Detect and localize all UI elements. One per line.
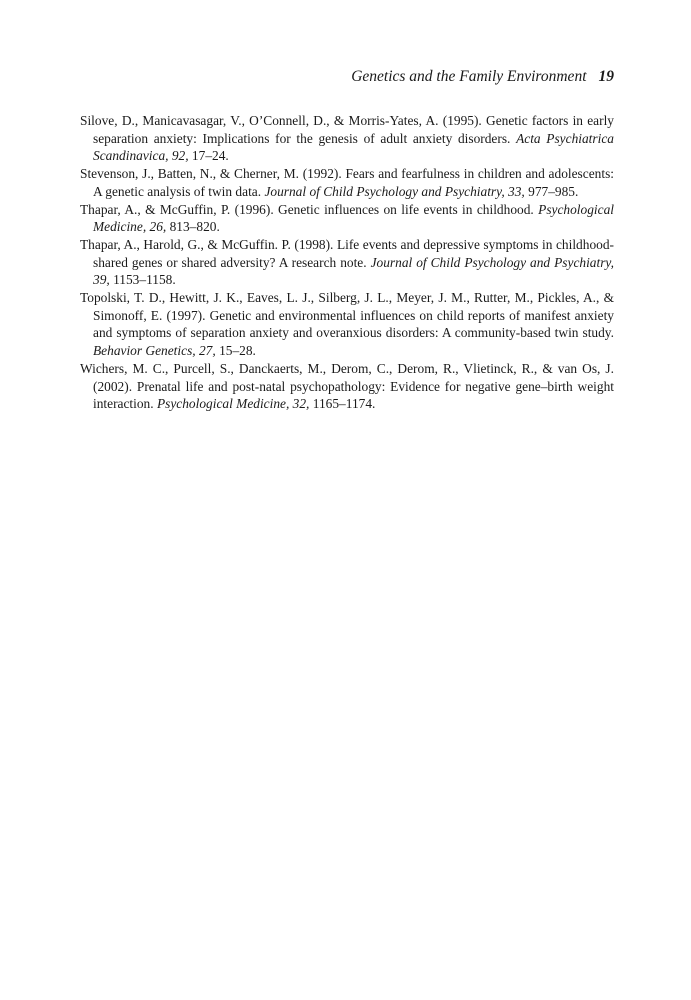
reference-pages: 1165–1174. <box>309 396 376 412</box>
running-head <box>80 68 614 86</box>
reference-entry-silove <box>80 112 614 165</box>
reference-text: Topolski, T. D., Hewitt, J. K., Eaves, L. J., Silberg, J. L., Meyer, J. M., Rutter, M., Pickles, A., & Simonoff, E. (1997). Genetic and environmental influences on child reports of manifest anxiety and symptoms of separation anxiety and overanxious disorders: A community-based twin study. <box>80 290 614 341</box>
reference-text: Wichers, M. C., Purcell, S., Danckaerts, M., Derom, C., Derom, R., Vlietinck, R., & van Os, J. (2002). Prenatal life and post-natal psychopathology: Evidence for negative gene–birth weight interaction. <box>80 360 614 412</box>
reference-text: Thapar, A., Harold, G., & McGuffin. P. (1998). Life events and depressive symptoms in childhood-shared genes or shared adversity? A research note. <box>80 236 614 270</box>
reference-pages: 813–820. <box>166 219 220 235</box>
page-number: 19 <box>598 68 614 85</box>
reference-source: Behavior Genetics, 27, <box>93 343 216 359</box>
reference-source: Acta Psychiatrica Scandinavica, 92, <box>93 130 614 164</box>
reference-entry-thapar-1998 <box>80 236 614 289</box>
reference-entry-stevenson <box>80 165 614 200</box>
reference-pages: 17–24. <box>188 148 229 164</box>
reference-source: Psychological Medicine, 32, <box>156 396 310 412</box>
reference-text: Thapar, A., & McGuffin, P. (1996). Genetic influences on life events in childhood. <box>80 201 539 217</box>
reference-pages: 1153–1158. <box>109 272 176 288</box>
reference-entry-thapar-1996 <box>80 201 614 236</box>
reference-text: Stevenson, J., Batten, N., & Cherner, M. (1992). Fears and fearfulness in children and adolescents: A genetic analysis of twin data. <box>80 166 614 199</box>
reference-pages: 15–28. <box>215 343 256 359</box>
reference-entry-wichers <box>80 360 614 413</box>
reference-list <box>80 112 614 413</box>
reference-pages: 977–985. <box>524 183 579 199</box>
reference-source: Journal of Child Psychology and Psychiatry, 33, <box>264 183 525 199</box>
reference-source: Journal of Child Psychology and Psychiatry, 39, <box>93 254 614 288</box>
reference-entry-topolski <box>80 289 614 360</box>
reference-source: Psychological Medicine, 26, <box>93 201 614 235</box>
running-head-title: Genetics and the Family Environment <box>351 68 587 85</box>
reference-text: Silove, D., Manicavasagar, V., O’Connell, D., & Morris-Yates, A. (1995). Genetic factors in early separation anxiety: Implications for the genesis of adult anxiety disorders. <box>80 113 614 146</box>
